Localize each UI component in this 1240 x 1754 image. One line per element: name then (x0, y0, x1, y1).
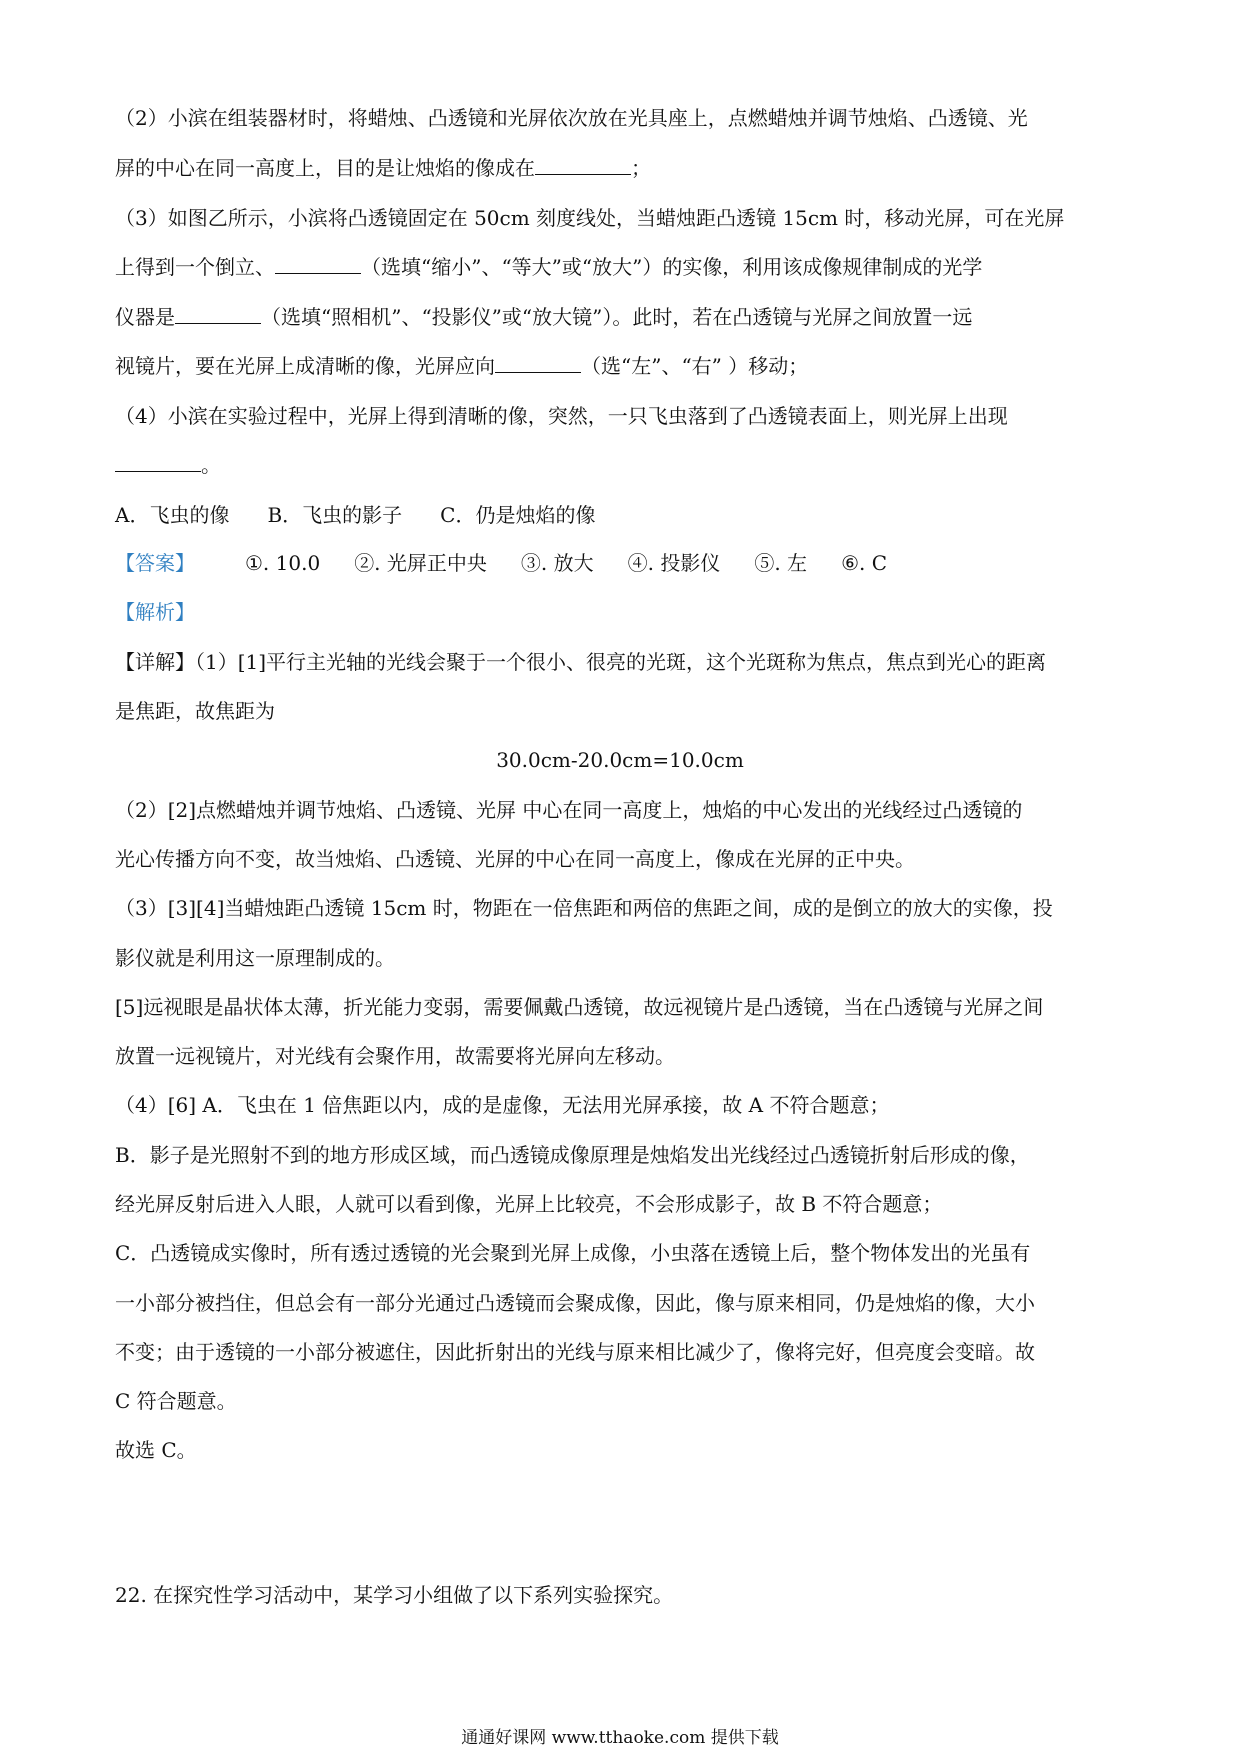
detail-p2-line-2 (115, 844, 1125, 874)
detail-pc-text-2: 一小部分被挡住，但总会有一部分光通过凸透镜而会聚成像，因此，像与原来相同，仍是烛焰的像，大小 (115, 1291, 1035, 1315)
detail-pb-text-1: B．影子是光照射不到的地方形成区域，而凸透镜成像原理是烛焰发出光线经过凸透镜折射后形成的像， (115, 1143, 1030, 1167)
detail-p5-line-2 (115, 1041, 1125, 1071)
detail-pb-line-1 (115, 1140, 1125, 1170)
detail-p6-line-1 (115, 1090, 1125, 1120)
q2-line-2 (115, 153, 1125, 183)
detail-pc-line-1 (115, 1238, 1125, 1268)
analysis-label: 【解析】 (115, 600, 195, 624)
answer-item-3: ③. 放大 (520, 551, 594, 575)
q3-text-4a: 视镜片，要在光屏上成清晰的像，光屏应向 (115, 354, 495, 378)
answer-item-6: ⑥. C (841, 551, 888, 575)
q2-text-2a: 屏的中心在同一高度上，目的是让烛焰的像成在 (115, 156, 535, 180)
answer-blank-3[interactable] (175, 303, 261, 324)
detail-p6-text-1: （4）[6] A．飞虫在 1 倍焦距以内，成的是虚像，无法用光屏承接，故 A 不符合题意； (115, 1093, 890, 1117)
detail-p5-line-1 (115, 992, 1125, 1022)
answer-item-5: ⑤. 左 (754, 551, 808, 575)
detail-p5-text-1: [5]远视眼是晶状体太薄，折光能力变弱，需要佩戴凸透镜，故远视镜片是凸透镜，当在凸透镜与光屏之间 (115, 995, 1044, 1019)
detail-p3-text-1: （3）[3][4]当蜡烛距凸透镜 15cm 时，物距在一倍焦距和两倍的焦距之间，成的是倒立的放大的实像，投 (115, 896, 1053, 920)
footer-text[interactable]: 通通好课网 www.tthaoke.com 提供下载 (461, 1728, 779, 1748)
q2-line-1 (115, 103, 1125, 133)
answer-item-2: ②. 光屏正中央 (354, 551, 487, 575)
q3-text-2a: 上得到一个倒立、 (115, 255, 275, 279)
detail-pc-line-4 (115, 1386, 1125, 1416)
page-footer (0, 1727, 1240, 1749)
conclusion-text: 故选 C。 (115, 1438, 197, 1462)
detail-p2-line-1 (115, 795, 1125, 825)
detail-p1-line-1 (115, 647, 1125, 677)
q4-options (115, 500, 1125, 530)
option-c: C．仍是烛焰的像 (440, 503, 596, 527)
q3-line-2 (115, 252, 1125, 282)
answer-line (115, 548, 1125, 578)
question-22-text: 22. 在探究性学习活动中，某学习小组做了以下系列实验探究。 (115, 1583, 674, 1607)
answer-blank-4[interactable] (495, 352, 581, 373)
q4-line-2 (115, 450, 1125, 480)
q3-line-4 (115, 351, 1125, 381)
q3-text-3a: 仪器是 (115, 305, 175, 329)
analysis-line (115, 597, 1125, 627)
detail-pb-line-2 (115, 1189, 1125, 1219)
answer-blank-1[interactable] (535, 154, 631, 175)
detail-pb-text-2: 经光屏反射后进入人眼，人就可以看到像，光屏上比较亮，不会形成影子，故 B 不符合题意； (115, 1192, 943, 1216)
detail-pc-line-3 (115, 1337, 1125, 1367)
answer-item-4: ④. 投影仪 (627, 551, 721, 575)
detail-p1-text-1: （1）[1]平行主光轴的光线会聚于一个很小、很亮的光斑，这个光斑称为焦点，焦点到光心的距离 (195, 650, 1047, 674)
q3-line-1 (115, 203, 1125, 233)
detail-pc-text-3: 不变；由于透镜的一小部分被遮住，因此折射出的光线与原来相比减少了，像将完好，但亮度会变暗。故 (115, 1340, 1035, 1364)
option-a: A．飞虫的像 (115, 503, 230, 527)
option-b: B．飞虫的影子 (267, 503, 403, 527)
formula (115, 745, 1125, 775)
q3-line-3 (115, 302, 1125, 332)
q3-text-4b: （选“左”、“右” ）移动； (581, 354, 809, 378)
detail-p3-line-2 (115, 943, 1125, 973)
answer-blank-2[interactable] (275, 253, 361, 274)
answer-item-1: ①. 10.0 (245, 551, 321, 575)
detail-p2-text-2: 光心传播方向不变，故当烛焰、凸透镜、光屏的中心在同一高度上，像成在光屏的正中央。 (115, 847, 915, 871)
detail-p1-line-2 (115, 696, 1125, 726)
detail-label: 【详解】 (115, 650, 195, 674)
detail-p5-text-2: 放置一远视镜片，对光线有会聚作用，故需要将光屏向左移动。 (115, 1044, 675, 1068)
q4-text-2b: 。 (201, 453, 221, 477)
q2-text-1: （2）小滨在组装器材时，将蜡烛、凸透镜和光屏依次放在光具座上，点燃蜡烛并调节烛焰、凸透镜、光 (115, 106, 1028, 130)
answer-blank-5[interactable] (115, 451, 201, 472)
conclusion-line (115, 1435, 1125, 1465)
detail-p3-text-2: 影仪就是利用这一原理制成的。 (115, 946, 395, 970)
q2-text-2b: ； (631, 156, 651, 180)
formula-text: 30.0cm-20.0cm=10.0cm (496, 748, 744, 772)
answer-label: 【答案】 (115, 551, 195, 575)
question-22 (115, 1580, 1125, 1610)
detail-pc-line-2 (115, 1288, 1125, 1318)
q4-line-1 (115, 401, 1125, 431)
detail-p2-text-1: （2）[2]点燃蜡烛并调节烛焰、凸透镜、光屏 中心在同一高度上，烛焰的中心发出的光线经过凸透镜的 (115, 798, 1023, 822)
detail-p3-line-1 (115, 893, 1125, 923)
detail-p1-text-2: 是焦距，故焦距为 (115, 699, 275, 723)
detail-pc-text-1: C．凸透镜成实像时，所有透过透镜的光会聚到光屏上成像，小虫落在透镜上后，整个物体发出的光虽有 (115, 1241, 1031, 1265)
detail-pc-text-4: C 符合题意。 (115, 1389, 237, 1413)
q4-text-1: （4）小滨在实验过程中，光屏上得到清晰的像，突然，一只飞虫落到了凸透镜表面上，则光屏上出现 (115, 404, 1008, 428)
q3-text-1: （3）如图乙所示，小滨将凸透镜固定在 50cm 刻度线处，当蜡烛距凸透镜 15cm 时，移动光屏，可在光屏 (115, 206, 1065, 230)
q3-text-2b: （选填“缩小”、“等大”或“放大”）的实像，利用该成像规律制成的光学 (361, 255, 983, 279)
q3-text-3b: （选填“照相机”、“投影仪”或“放大镜”）。此时，若在凸透镜与光屏之间放置一远 (261, 305, 973, 329)
